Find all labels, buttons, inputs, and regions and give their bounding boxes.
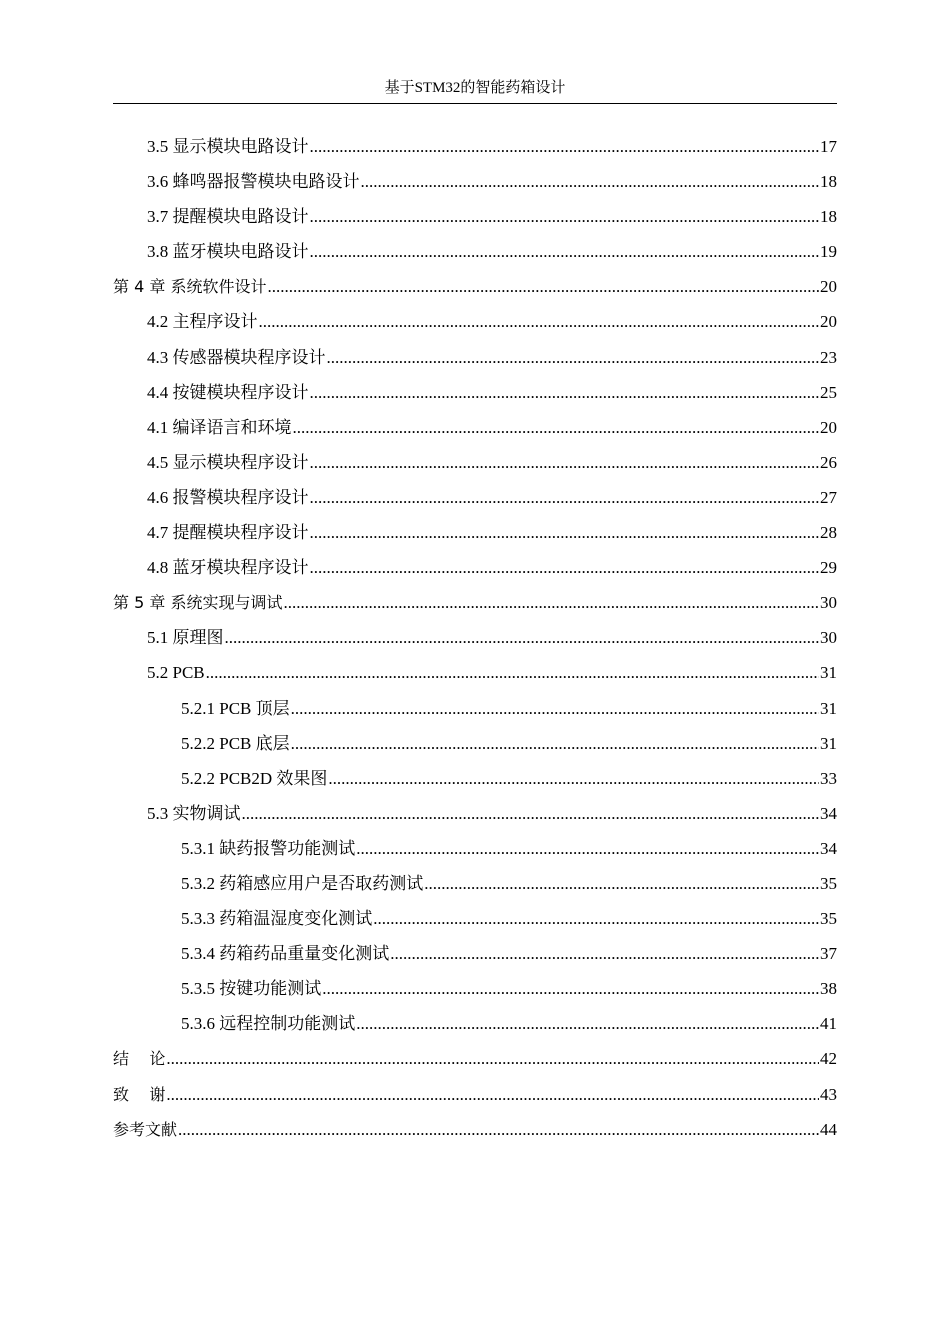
toc-entry-title: 5.1 原理图	[147, 628, 224, 648]
toc-leader-dots	[291, 691, 819, 726]
toc-entry-page: 42	[820, 1049, 837, 1069]
toc-entry[interactable]	[113, 515, 837, 550]
toc-entry-page: 30	[820, 593, 837, 613]
toc-entry-page: 34	[820, 803, 837, 823]
toc-leader-dots	[310, 375, 820, 410]
toc-entry-title: 5.2.2 PCB 底层	[181, 733, 290, 753]
toc-leader-dots	[293, 410, 820, 445]
toc-entry-page: 29	[820, 558, 837, 578]
toc-entry-title: 4.1 编译语言和环境	[147, 417, 292, 437]
toc-entry-page: 30	[820, 628, 837, 648]
toc-entry-title: 5.2.1 PCB 顶层	[181, 698, 290, 718]
toc-entry-page: 26	[820, 452, 837, 472]
toc-entry-title: 第 5 章 系统实现与调试	[113, 593, 283, 613]
toc-entry[interactable]	[113, 480, 837, 515]
toc-leader-dots	[166, 1041, 819, 1076]
toc-entry-page: 34	[820, 838, 837, 858]
toc-chapter-entry[interactable]	[113, 1041, 837, 1076]
toc-entry-page: 38	[820, 979, 837, 999]
toc-entry[interactable]	[113, 304, 837, 339]
toc-entry-page: 20	[820, 417, 837, 437]
toc-leader-dots	[310, 480, 820, 515]
toc-entry-page: 44	[820, 1119, 837, 1139]
toc-entry-page: 20	[820, 312, 837, 332]
toc-entry[interactable]	[113, 129, 837, 164]
toc-leader-dots	[310, 129, 820, 164]
toc-entry[interactable]	[113, 234, 837, 269]
toc-entry-title: 第 4 章 系统软件设计	[113, 277, 267, 297]
toc-entry-title: 5.2 PCB	[147, 663, 205, 683]
toc-entry[interactable]	[113, 971, 837, 1006]
toc-entry[interactable]	[113, 410, 837, 445]
toc-entry-title: 4.8 蓝牙模块程序设计	[147, 558, 309, 578]
toc-leader-dots	[283, 585, 819, 620]
header-rule	[113, 103, 837, 104]
toc-entry-page: 35	[820, 909, 837, 929]
toc-entry-title: 5.3.6 远程控制功能测试	[181, 1014, 356, 1034]
toc-entry-page: 33	[820, 768, 837, 788]
toc-entry[interactable]	[113, 796, 837, 831]
toc-entry-page: 23	[820, 347, 837, 367]
toc-entry-title: 5.2.2 PCB2D 效果图	[181, 768, 328, 788]
toc-entry[interactable]	[113, 761, 837, 796]
toc-entry-page: 27	[820, 487, 837, 507]
toc-entry[interactable]	[113, 375, 837, 410]
toc-chapter-entry[interactable]	[113, 1112, 837, 1147]
toc-entry-title: 结 论	[113, 1049, 166, 1069]
toc-leader-dots	[206, 655, 819, 690]
toc-entry-title: 5.3 实物调试	[147, 803, 241, 823]
toc-leader-dots	[310, 199, 820, 234]
toc-entry[interactable]	[113, 1006, 837, 1041]
toc-leader-dots	[390, 936, 819, 971]
toc-leader-dots	[310, 445, 820, 480]
toc-entry-page: 28	[820, 523, 837, 543]
toc-entry[interactable]	[113, 340, 837, 375]
toc-chapter-entry[interactable]	[113, 269, 837, 304]
toc-leader-dots	[242, 796, 820, 831]
toc-entry[interactable]	[113, 550, 837, 585]
toc-entry-title: 5.3.1 缺药报警功能测试	[181, 838, 356, 858]
toc-entry[interactable]	[113, 901, 837, 936]
toc-leader-dots	[361, 164, 820, 199]
toc-entry-page: 43	[820, 1084, 837, 1104]
toc-entry-page: 25	[820, 382, 837, 402]
toc-entry-title: 5.3.5 按键功能测试	[181, 979, 322, 999]
toc-leader-dots	[322, 971, 819, 1006]
toc-entry-title: 3.5 显示模块电路设计	[147, 137, 309, 156]
toc-entry[interactable]	[113, 726, 837, 761]
toc-leader-dots	[310, 550, 820, 585]
toc-entry-page: 31	[820, 733, 837, 753]
toc-entry-title: 5.3.2 药箱感应用户是否取药测试	[181, 873, 424, 893]
page-header-title: 基于STM32的智能药箱设计	[384, 80, 566, 96]
toc-chapter-entry[interactable]	[113, 585, 837, 620]
toc-entry-title: 4.6 报警模块程序设计	[147, 487, 309, 507]
toc-entry-title: 5.3.3 药箱温湿度变化测试	[181, 909, 373, 929]
toc-entry-page: 20	[820, 277, 837, 297]
toc-leader-dots	[310, 234, 820, 269]
toc-entry[interactable]	[113, 936, 837, 971]
toc-entry[interactable]	[113, 831, 837, 866]
toc-leader-dots	[327, 340, 820, 375]
toc-entry-page: 18	[820, 172, 837, 192]
toc-entry[interactable]	[113, 445, 837, 480]
toc-entry-page: 31	[820, 663, 837, 683]
toc-entry-title: 4.2 主程序设计	[147, 312, 258, 332]
toc-entry-page: 17	[820, 137, 837, 156]
toc-entry[interactable]	[113, 866, 837, 901]
toc-entry-title: 4.7 提醒模块程序设计	[147, 523, 309, 543]
toc-entry[interactable]	[113, 691, 837, 726]
toc-leader-dots	[356, 831, 819, 866]
toc-entry[interactable]	[113, 620, 837, 655]
toc-entry[interactable]	[113, 655, 837, 690]
toc-leader-dots	[424, 866, 819, 901]
toc-entry-title: 3.8 蓝牙模块电路设计	[147, 242, 309, 262]
toc-entry-title: 致 谢	[113, 1084, 166, 1104]
toc-leader-dots	[178, 1112, 819, 1147]
toc-entry-page: 41	[820, 1014, 837, 1034]
toc-entry-page: 19	[820, 242, 837, 262]
toc-leader-dots	[373, 901, 819, 936]
toc-entry-title: 4.4 按键模块程序设计	[147, 382, 309, 402]
toc-chapter-entry[interactable]	[113, 1077, 837, 1112]
toc-leader-dots	[225, 620, 820, 655]
toc-leader-dots	[166, 1077, 819, 1112]
toc-entry-page: 35	[820, 873, 837, 893]
toc-leader-dots	[267, 269, 819, 304]
toc-leader-dots	[328, 761, 819, 796]
toc-entry[interactable]	[113, 199, 837, 234]
table-of-contents	[113, 129, 837, 1147]
toc-entry-page: 18	[820, 207, 837, 227]
toc-entry-title: 4.5 显示模块程序设计	[147, 452, 309, 472]
toc-leader-dots	[356, 1006, 819, 1041]
toc-entry-title: 3.7 提醒模块电路设计	[147, 207, 309, 227]
toc-entry-page: 37	[820, 944, 837, 964]
toc-entry-title: 5.3.4 药箱药品重量变化测试	[181, 944, 390, 964]
toc-entry-title: 3.6 蜂鸣器报警模块电路设计	[147, 172, 360, 192]
toc-entry-title: 参考文献	[113, 1119, 178, 1139]
toc-leader-dots	[291, 726, 819, 761]
toc-leader-dots	[310, 515, 820, 550]
toc-entry-page: 31	[820, 698, 837, 718]
toc-entry-title: 4.3 传感器模块程序设计	[147, 347, 326, 367]
toc-entry[interactable]	[113, 164, 837, 199]
toc-leader-dots	[259, 304, 820, 339]
